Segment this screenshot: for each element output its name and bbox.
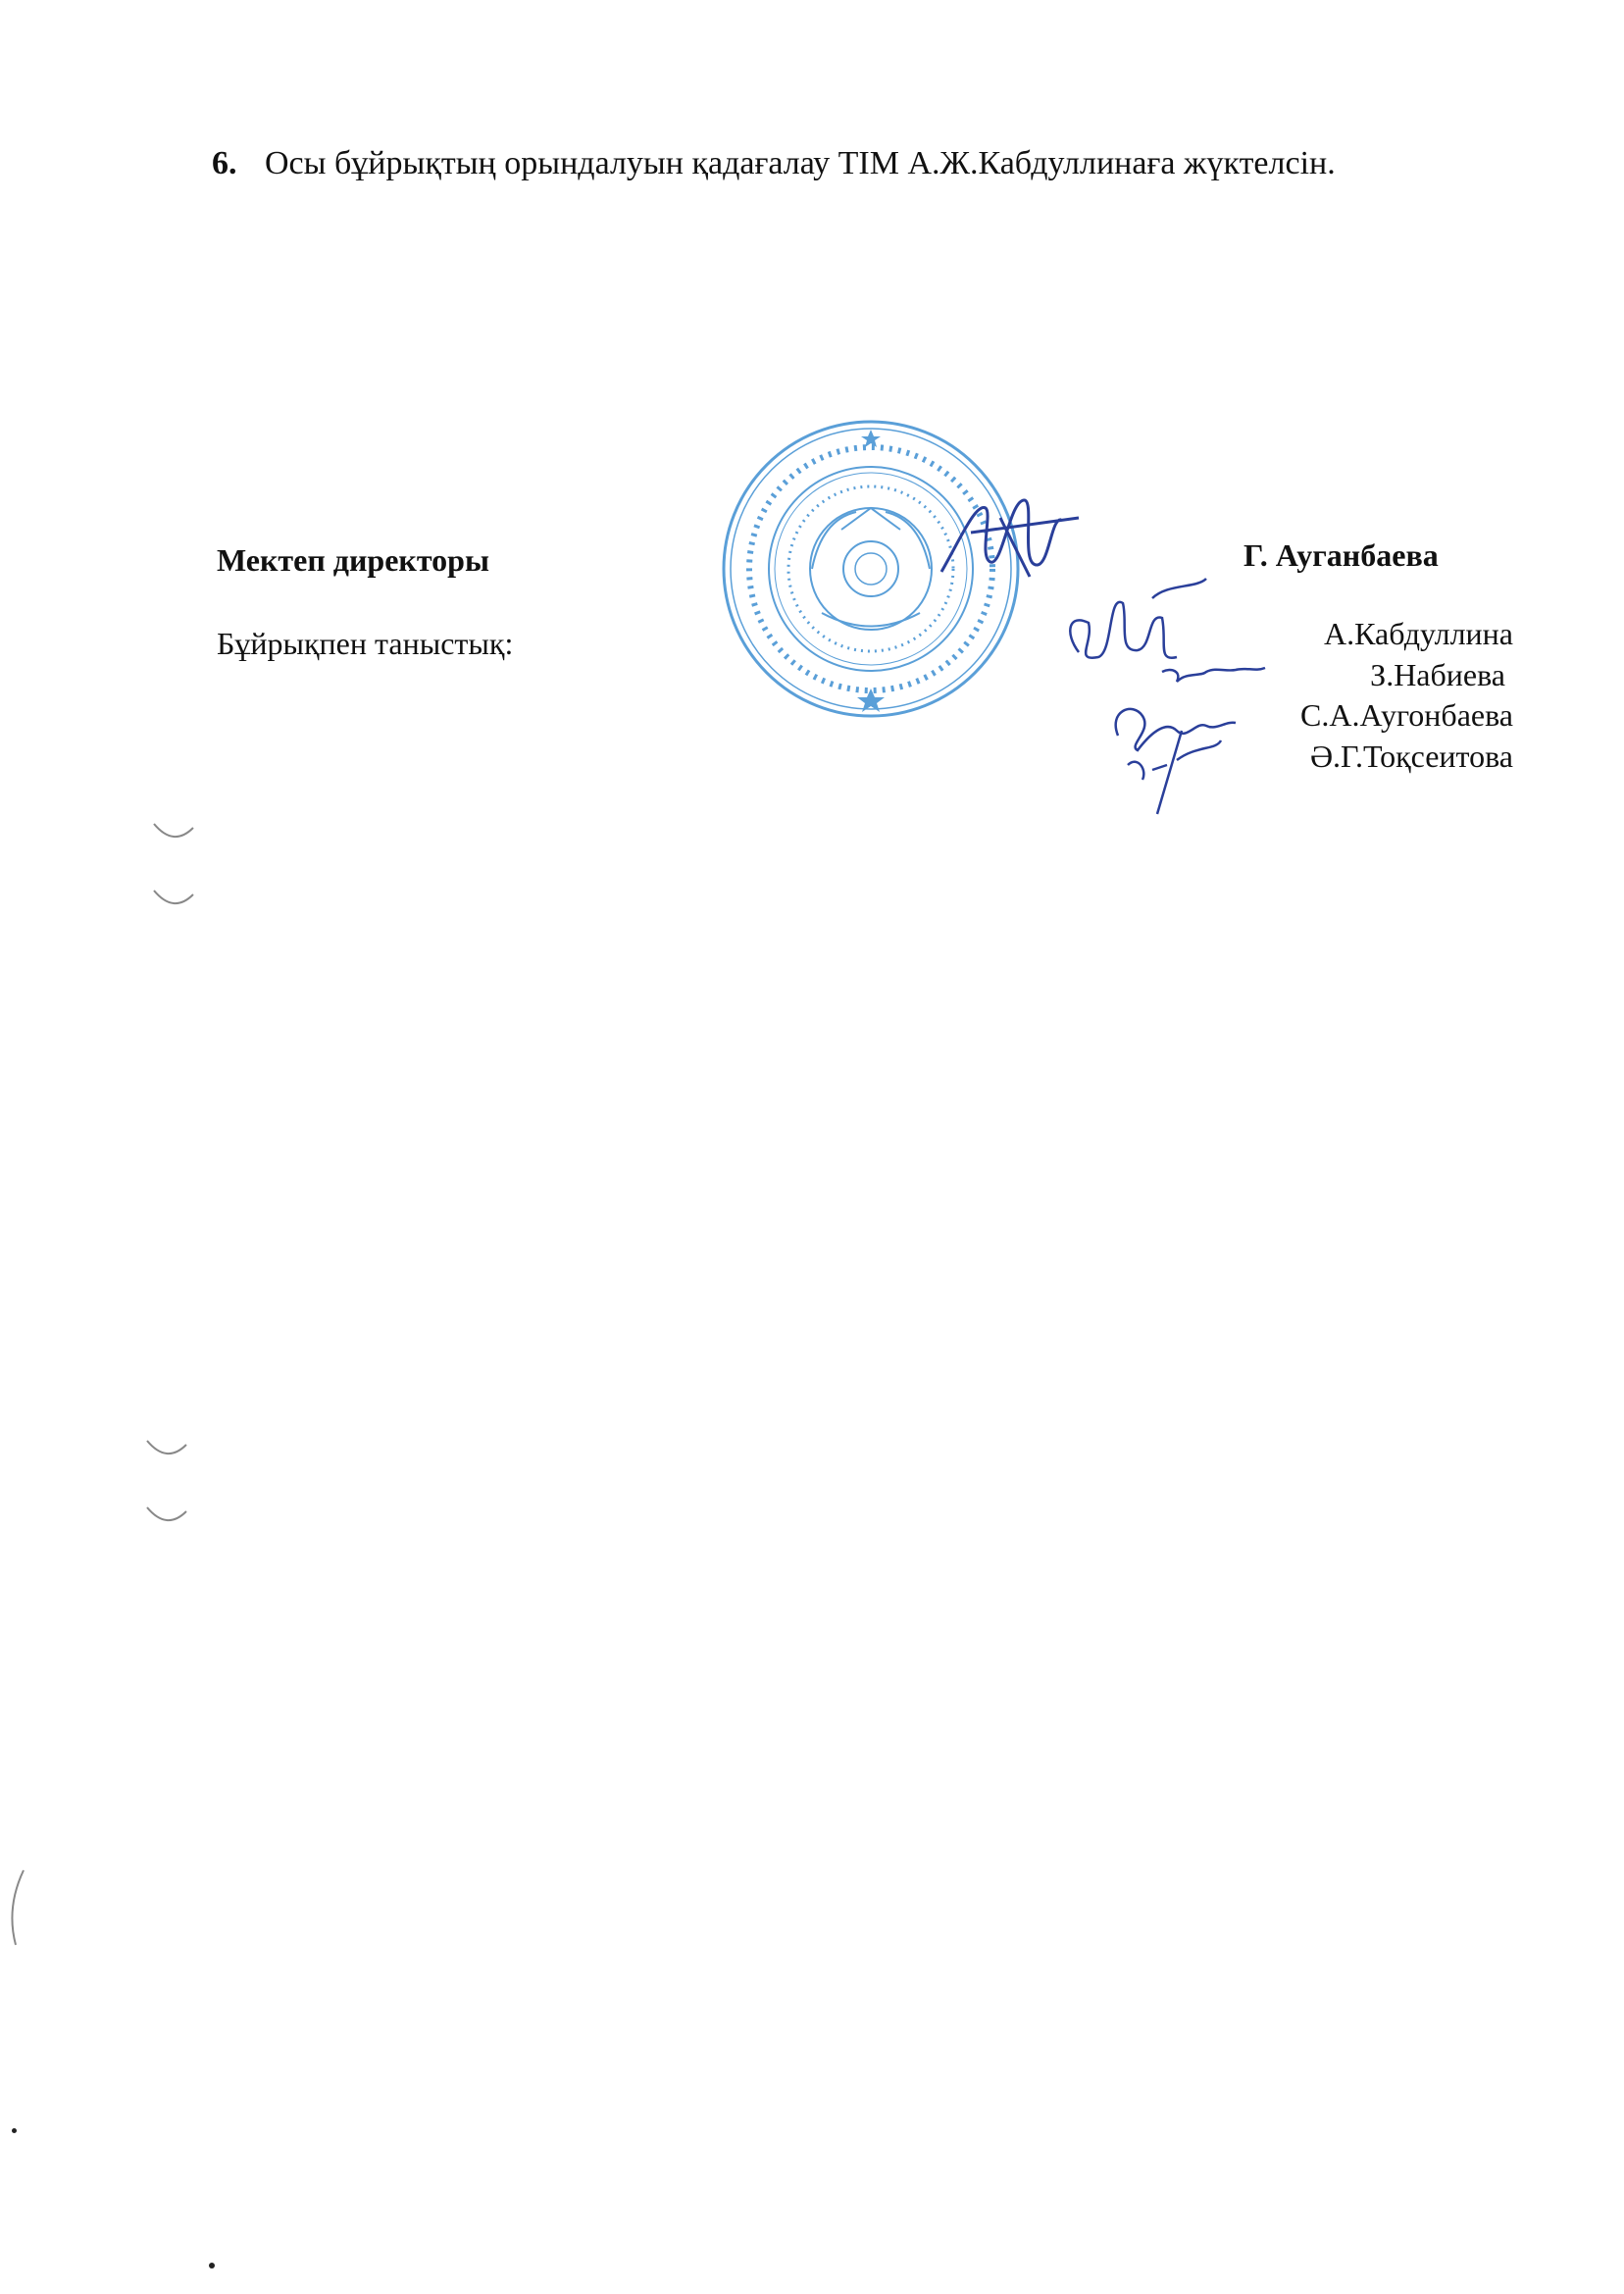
acknowledgement-name: З.Набиева [1370,657,1505,692]
official-seal [714,412,1028,726]
acknowledgement-name: Ә.Г.Тоқсеитова [1309,739,1513,774]
acknowledgement-name: А.Кабдуллина [1324,616,1513,651]
clause-number: 6. [212,145,237,181]
acknowledgement-name: С.А.Аугонбаева [1300,697,1513,733]
director-name: Г. Ауганбаева [1243,537,1439,573]
clause-text: Осы бұйрықтың орындалуын қадағалау ТІМ А.Ж.Кабдуллинаға жүктелсін. [265,145,1336,181]
acknowledgement-label: Бұйрықпен таныстық: [217,626,514,661]
scan-speck [209,2263,215,2269]
punch-hole-mark [145,1439,188,1460]
punch-hole-mark [152,889,195,910]
punch-hole-mark [145,1505,188,1527]
scan-edge-mark [6,1868,25,1947]
scan-speck [12,2128,17,2133]
director-title: Мектеп директоры [217,542,489,578]
punch-hole-mark [152,822,195,843]
acknowledgement-signatures [1059,574,1294,819]
clause-6 [212,145,1336,182]
